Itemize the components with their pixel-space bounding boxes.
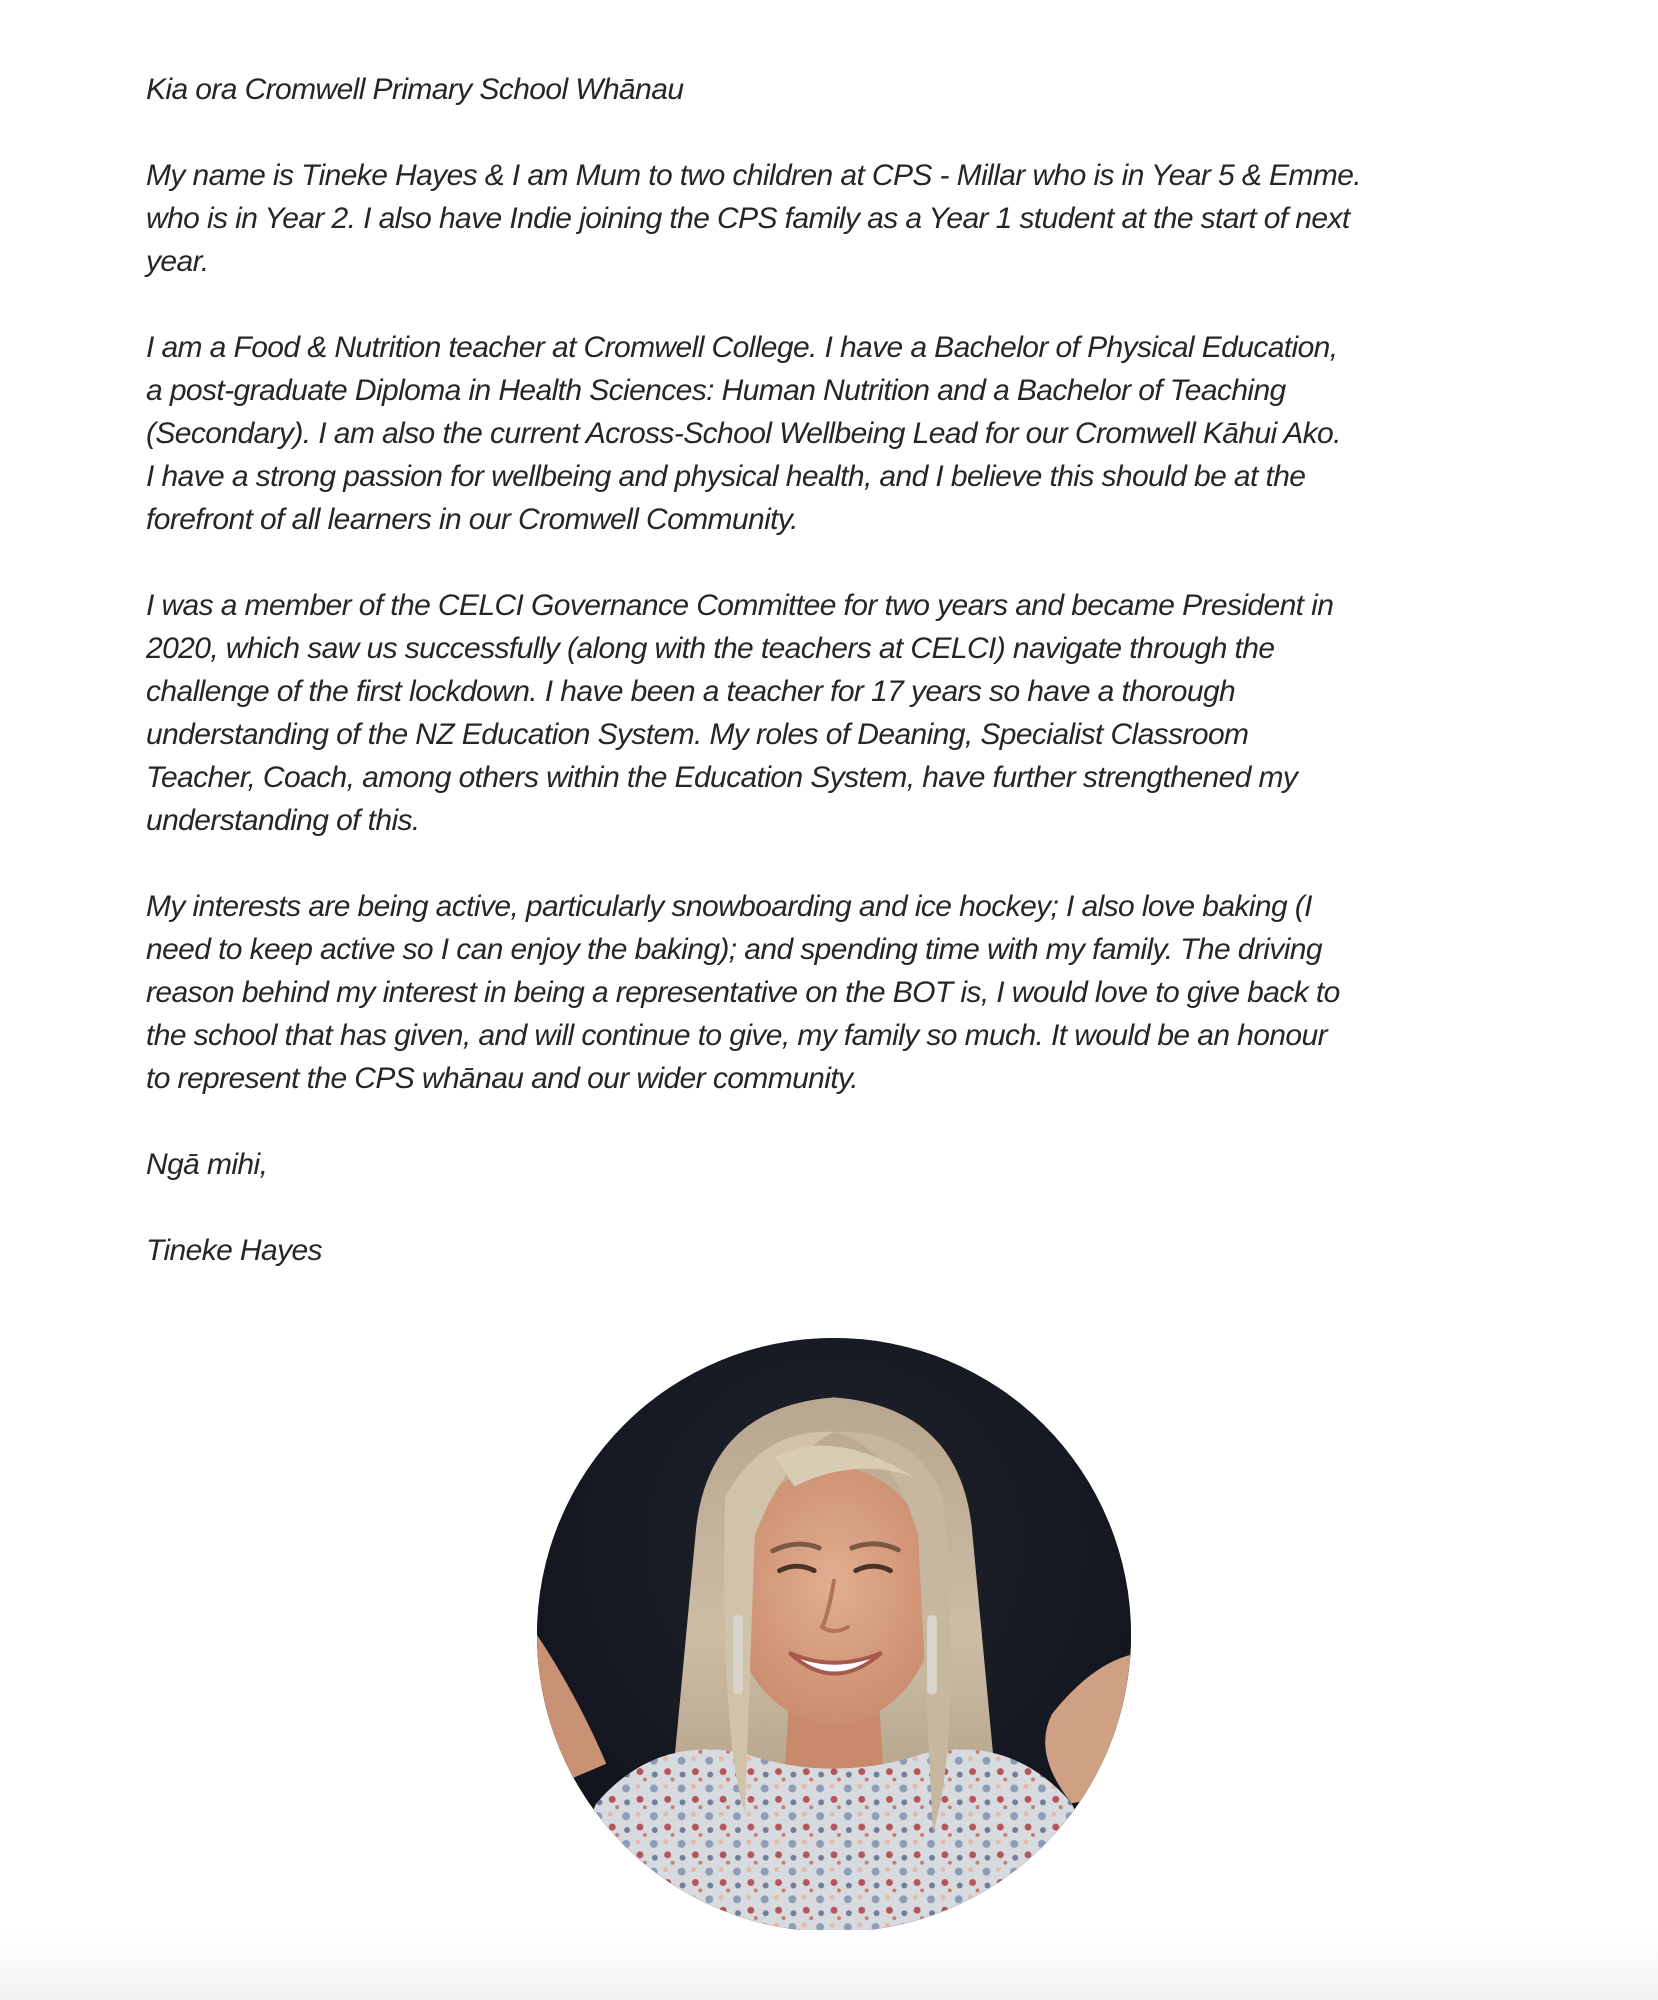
text-line: My interests are being active, particularly snowboarding and ice hockey; I also love baking (I xyxy=(146,890,1312,923)
text-line: reason behind my interest in being a representative on the BOT is, I would love to give back to xyxy=(146,976,1340,1009)
text-line: My name is Tineke Hayes & I am Mum to two children at CPS - Millar who is in Year 5 & Emme. xyxy=(146,159,1362,192)
page-bottom-shadow xyxy=(0,1930,1658,2000)
text-line: I was a member of the CELCI Governance Committee for two years and became President in xyxy=(146,589,1334,622)
letter-body xyxy=(146,68,1546,1272)
text-line: understanding of the NZ Education System. My roles of Deaning, Specialist Classroom xyxy=(146,718,1249,751)
text-line: challenge of the first lockdown. I have been a teacher for 17 years so have a thorough xyxy=(146,675,1236,708)
text-line: a post-graduate Diploma in Health Sciences: Human Nutrition and a Bachelor of Teaching xyxy=(146,374,1286,407)
text-line: to represent the CPS whānau and our wider community. xyxy=(146,1062,858,1095)
text-line: the school that has given, and will continue to give, my family so much. It would be an honour xyxy=(146,1019,1327,1052)
text-line: I have a strong passion for wellbeing and physical health, and I believe this should be at the xyxy=(146,460,1306,493)
signature: Tineke Hayes xyxy=(146,1234,322,1267)
text-line: understanding of this. xyxy=(146,804,420,837)
text-line: need to keep active so I can enjoy the baking); and spending time with my family. The driving xyxy=(146,933,1322,966)
text-line: forefront of all learners in our Cromwell Community. xyxy=(146,503,798,536)
text-line: year. xyxy=(146,245,209,278)
text-line: (Secondary). I am also the current Across-School Wellbeing Lead for our Cromwell Kāhui Ako. xyxy=(146,417,1341,450)
greeting: Kia ora Cromwell Primary School Whānau xyxy=(146,73,684,106)
text-line: I am a Food & Nutrition teacher at Cromwell College. I have a Bachelor of Physical Education, xyxy=(146,331,1338,364)
text-line: Teacher, Coach, among others within the Education System, have further strengthened my xyxy=(146,761,1298,794)
text-line: who is in Year 2. I also have Indie joining the CPS family as a Year 1 student at the start of next xyxy=(146,202,1350,235)
paragraph-qualifications xyxy=(146,326,1546,541)
paragraph-experience xyxy=(146,584,1546,842)
portrait-photo xyxy=(537,1338,1131,1932)
text-line: 2020, which saw us successfully (along with the teachers at CELCI) navigate through the xyxy=(146,632,1275,665)
portrait-illustration xyxy=(537,1338,1131,1932)
signoff: Ngā mihi, xyxy=(146,1148,268,1181)
paragraph-interests xyxy=(146,885,1546,1100)
paragraph-intro xyxy=(146,154,1546,283)
